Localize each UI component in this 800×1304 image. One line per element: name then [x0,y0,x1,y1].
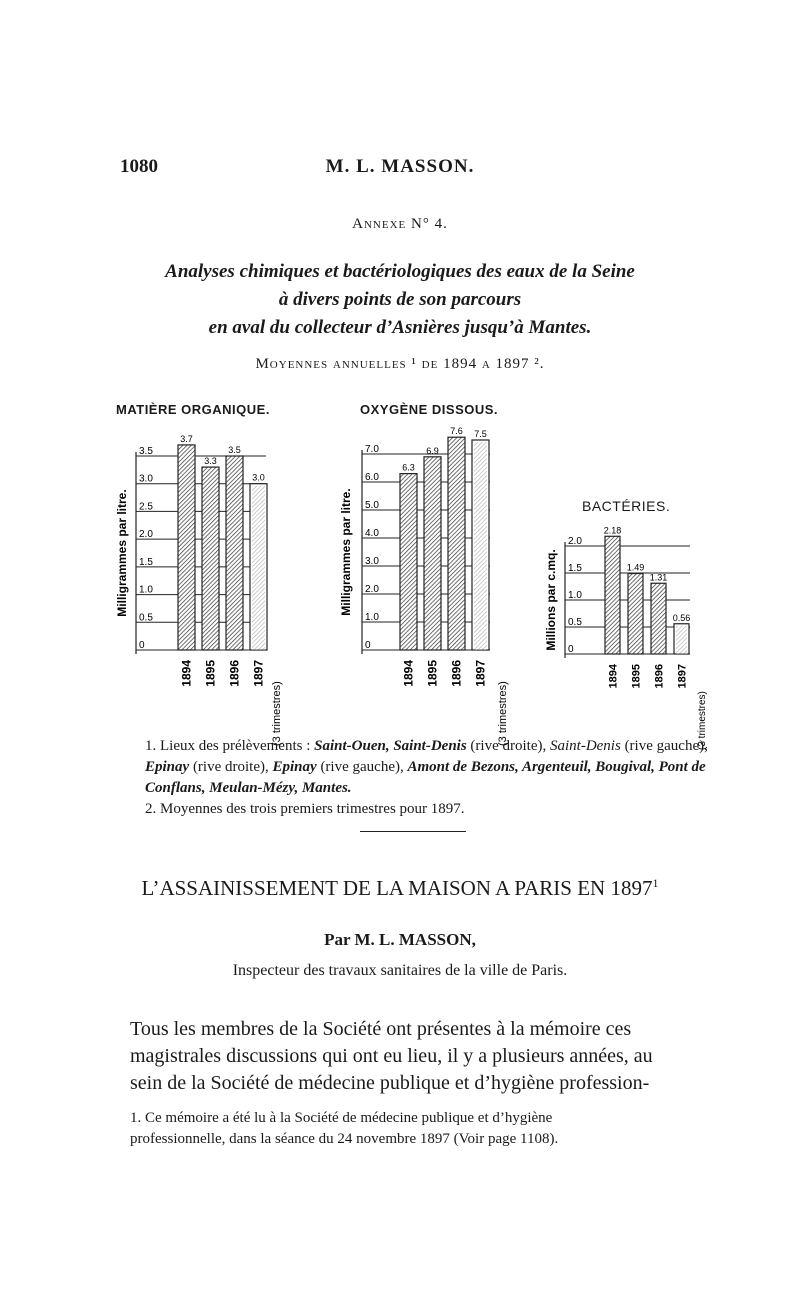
x-category-label: 1894 [607,664,620,689]
page-number: 1080 [120,156,158,177]
bar-1895 [628,574,643,654]
y-tick-label: 1.0 [365,612,379,623]
x-category-note: (3 trimestres) [697,691,708,750]
y-tick-label: 7.0 [365,444,379,455]
value-label: 7.5 [474,429,487,439]
y-tick-label: 0.5 [139,612,153,624]
y-tick-label: 3.5 [139,446,153,457]
note-1-text: (rive gauche), [620,738,708,754]
x-category-note: (3 trimestres) [271,681,283,746]
running-head [0,150,800,180]
y-axis-label: Milligrammes par litre. [115,489,129,617]
note-1-text: (rive gauche), [316,759,408,775]
x-category-label: 1897 [473,660,488,687]
section-rule [360,831,466,832]
y-tick-label: 0 [139,640,145,651]
x-category-label: 1896 [653,664,666,689]
y-tick-label: 3.0 [365,556,379,567]
body-line: magistrales discussions qui ont eu lieu, il y a plusieurs années, au [130,1045,653,1067]
value-label: 6.9 [426,445,439,456]
article-title-footnote-ref: 1 [652,876,659,890]
bar-1896 [448,437,465,650]
y-tick-label: 1.5 [568,563,582,574]
y-tick-label: 6.0 [365,472,379,483]
value-label: 3.5 [228,445,241,455]
x-category-label: 1897 [251,660,266,687]
bar-1896 [651,583,666,654]
annex-title-line: à divers points de son parcours [278,289,522,310]
bar-fill-partial [474,442,487,650]
y-tick-label: 5.0 [365,500,379,511]
y-tick-label: 2.0 [365,584,379,595]
y-tick-label: 2.0 [139,529,153,541]
value-label: 3.0 [252,472,265,483]
bar-fill-partial [252,486,265,650]
annex-title-line: Analyses chimiques et bactériologiques des eaux de la Seine [165,261,635,282]
bar-1896 [226,456,243,650]
note-1-place: Saint-Denis [549,738,621,754]
x-category-label: 1894 [401,660,416,687]
y-tick-label: 2.0 [568,536,582,547]
y-tick-label: 2.5 [139,501,153,513]
value-label: 3.7 [180,433,193,444]
footnote-line: professionnelle, dans la séance du 24 novembre 1897 (Voir page 1108). [130,1131,559,1147]
value-label: 3.3 [204,456,217,467]
bar-1894 [178,445,195,650]
x-category-label: 1895 [425,660,440,687]
chart-title-organic-matter: MATIÈRE ORGANIQUE. [116,402,270,417]
note-1 [145,736,715,799]
note-1-label: 1. Lieux des prélèvements : [145,738,315,754]
bar-1894 [605,536,620,654]
note-1-place: Saint-Ouen, Saint-Denis [314,738,467,754]
annual-means-subtitle: Moyennes annuelles ¹ de 1894 a 1897 ². [255,356,545,372]
chart-title-dissolved-oxygen: OXYGÈNE DISSOUS. [360,402,499,417]
annex-title [0,258,800,342]
value-label: 1.31 [649,572,668,583]
chart-notes [145,736,715,820]
article-title-text: L’ASSAINISSEMENT DE LA MAISON A PARIS EN 1897 [141,876,653,900]
note-2: 2. Moyennes des trois premiers trimestres pour 1897. [145,801,465,817]
x-category-label: 1894 [179,660,194,687]
y-tick-label: 0 [365,640,371,651]
body-line: sein de la Société de médecine publique et d’hygiène profession- [130,1072,650,1094]
x-category-label: 1896 [449,660,464,687]
footnote [130,1108,700,1150]
note-1-place: Amont de Bezons, Argenteuil, Bougival, Pont de Conflans, Meulan-Mézy, Mantes. [145,759,706,796]
bar-fill-partial [676,626,687,654]
footnote-line: 1. Ce mémoire a été lu à la Société de médecine publique et d’hygiène [130,1110,553,1126]
bar-1895 [202,467,219,650]
x-category-label: 1896 [227,660,242,687]
note-1-place: Epinay [145,759,190,775]
body-line: Tous les membres de la Société ont présentes à la mémoire ces [130,1018,632,1040]
y-tick-label: 1.0 [568,590,582,601]
x-category-label: 1895 [630,664,643,689]
running-title: M. L. MASSON. [325,156,475,177]
note-1-place: Epinay [272,759,317,775]
annex-label: Annexe N° 4. [352,216,448,232]
body-paragraph [130,1016,690,1097]
article-title [0,876,800,901]
value-label: 7.6 [450,426,463,437]
value-label: 0.56 [672,612,691,623]
y-tick-label: 3.0 [139,473,153,485]
x-category-note: (3 trimestres) [497,681,509,746]
annex-title-line: en aval du collecteur d’Asnières jusqu’à Mantes. [208,317,592,338]
affiliation: Inspecteur des travaux sanitaires de la ville de Paris. [232,962,568,979]
bar-1895 [424,457,441,650]
y-tick-label: 1.0 [139,584,153,596]
note-1-text: (rive droite), [189,759,273,775]
value-label: 2.18 [603,525,622,536]
organic-matter-chart [112,418,283,746]
dissolved-oxygen-chart [336,418,512,746]
y-tick-label: 0.5 [568,617,582,628]
chart-title-bacteria: BACTÉRIES. [582,498,671,514]
byline: Par M. L. MASSON, [324,930,476,949]
value-label: 6.3 [402,462,415,473]
y-tick-label: 4.0 [365,528,379,539]
note-1-text: (rive droite), [466,738,550,754]
value-label: 1.49 [626,562,645,573]
x-category-label: 1897 [676,664,689,689]
bar-1894 [400,474,417,650]
y-tick-label: 0 [568,644,574,655]
y-tick-label: 1.5 [139,556,153,568]
y-axis-label: Milligrammes par litre. [339,488,353,616]
x-category-label: 1895 [203,660,218,687]
y-axis-label: Millions par c.mq. [544,549,558,651]
